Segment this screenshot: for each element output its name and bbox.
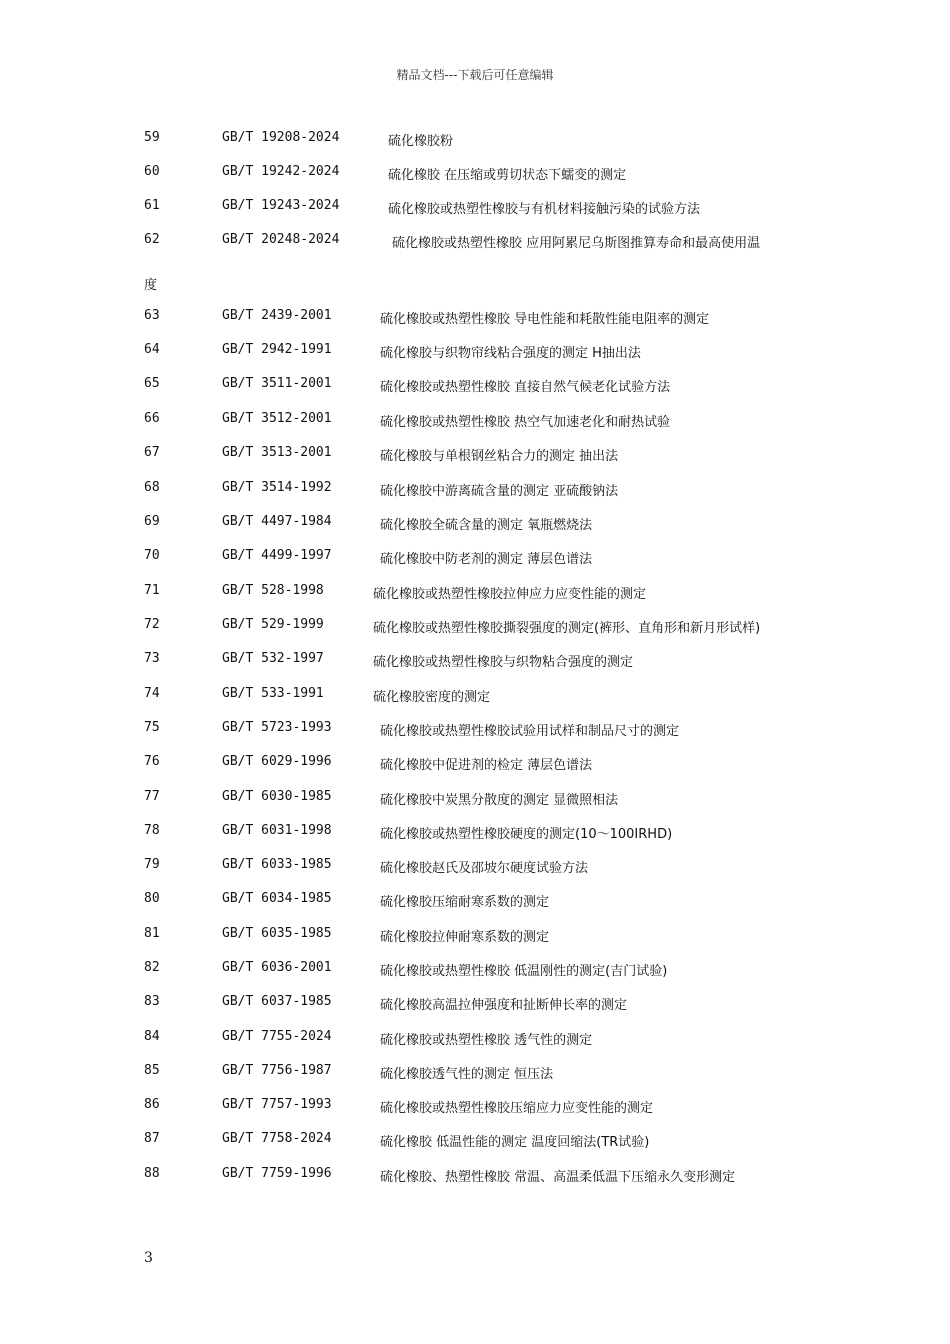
table-row: [0, 130, 950, 150]
standard-code: GB/T 4499-1997: [222, 548, 332, 563]
standard-title: 硫化橡胶或热塑性橡胶 直接自然气候老化试验方法: [380, 380, 671, 395]
table-row: [0, 789, 950, 809]
standard-code: GB/T 6036-2001: [222, 960, 332, 975]
standard-title: 硫化橡胶或热塑性橡胶撕裂强度的测定(裤形、直角形和新月形试样): [373, 621, 761, 636]
standard-title: 硫化橡胶全硫含量的测定 氧瓶燃烧法: [380, 518, 593, 533]
standard-title: 硫化橡胶或热塑性橡胶硬度的测定(10～100IRHD): [380, 827, 673, 842]
table-row: [0, 1097, 950, 1117]
table-row: [0, 445, 950, 465]
standard-code: GB/T 6030-1985: [222, 789, 332, 804]
standard-title: 硫化橡胶高温拉伸强度和扯断伸长率的测定: [380, 998, 628, 1013]
standard-code: GB/T 532-1997: [222, 651, 324, 666]
standard-code: GB/T 7755-2024: [222, 1029, 332, 1044]
standard-code: GB/T 19208-2024: [222, 130, 340, 145]
table-row: [0, 376, 950, 396]
table-row: [0, 583, 950, 603]
row-number: 88: [144, 1166, 160, 1181]
standard-code: GB/T 6033-1985: [222, 857, 332, 872]
standard-title: 硫化橡胶粉: [388, 134, 454, 149]
standard-title: 硫化橡胶中促进剂的检定 薄层色谱法: [380, 758, 593, 773]
standard-title: 硫化橡胶密度的测定: [373, 690, 491, 705]
standard-title: 硫化橡胶中游离硫含量的测定 亚硫酸钠法: [380, 484, 619, 499]
standard-title: 硫化橡胶中防老剂的测定 薄层色谱法: [380, 552, 593, 567]
table-row: [0, 1063, 950, 1083]
table-row: [0, 198, 950, 218]
row-number: 66: [144, 411, 160, 426]
row-number: 77: [144, 789, 160, 804]
row-number: 59: [144, 130, 160, 145]
standard-code: GB/T 6037-1985: [222, 994, 332, 1009]
row-number: 87: [144, 1131, 160, 1146]
standard-code: GB/T 7756-1987: [222, 1063, 332, 1078]
table-row: [0, 1029, 950, 1049]
standard-title: 硫化橡胶赵氏及邵坡尔硬度试验方法: [380, 861, 589, 876]
row-number: 72: [144, 617, 160, 632]
standard-title: 硫化橡胶或热塑性橡胶 透气性的测定: [380, 1033, 593, 1048]
standard-code: GB/T 6035-1985: [222, 926, 332, 941]
standard-code: GB/T 6034-1985: [222, 891, 332, 906]
table-row: [0, 232, 950, 252]
table-row: [0, 926, 950, 946]
table-row: [0, 1166, 950, 1186]
table-row: [0, 480, 950, 500]
standard-title: 硫化橡胶 低温性能的测定 温度回缩法(TR试验): [380, 1135, 650, 1150]
row-number: 86: [144, 1097, 160, 1112]
standard-code: GB/T 529-1999: [222, 617, 324, 632]
standard-code: GB/T 4497-1984: [222, 514, 332, 529]
standard-code: GB/T 528-1998: [222, 583, 324, 598]
standard-title: 硫化橡胶或热塑性橡胶 应用阿累尼乌斯图推算寿命和最高使用温: [392, 236, 761, 251]
row-number: 69: [144, 514, 160, 529]
standard-code: GB/T 20248-2024: [222, 232, 340, 247]
row-number: 68: [144, 480, 160, 495]
standard-title: 硫化橡胶或热塑性橡胶压缩应力应变性能的测定: [380, 1101, 654, 1116]
standard-title: 硫化橡胶或热塑性橡胶与有机材料接触污染的试验方法: [388, 202, 701, 217]
table-row: [0, 342, 950, 362]
row-number: 67: [144, 445, 160, 460]
standard-title: 硫化橡胶拉伸耐寒系数的测定: [380, 930, 550, 945]
standard-code: GB/T 2942-1991: [222, 342, 332, 357]
table-row: [0, 720, 950, 740]
row-number: 80: [144, 891, 160, 906]
standard-title: 硫化橡胶或热塑性橡胶 热空气加速老化和耐热试验: [380, 415, 671, 430]
row-number: 75: [144, 720, 160, 735]
table-row: [0, 651, 950, 671]
standard-code: GB/T 3511-2001: [222, 376, 332, 391]
table-row: [0, 823, 950, 843]
standard-code: GB/T 6031-1998: [222, 823, 332, 838]
row-number: 76: [144, 754, 160, 769]
table-row: [0, 994, 950, 1014]
standard-title: 硫化橡胶与织物帘线粘合强度的测定 H抽出法: [380, 346, 641, 361]
table-row: [0, 411, 950, 431]
row-number: 79: [144, 857, 160, 872]
table-row: [0, 754, 950, 774]
row-number: 61: [144, 198, 160, 213]
standard-title: 硫化橡胶压缩耐寒系数的测定: [380, 895, 550, 910]
table-row: [0, 548, 950, 568]
table-row: [0, 164, 950, 184]
standard-title: 硫化橡胶、热塑性橡胶 常温、高温柔低温下压缩永久变形测定: [380, 1170, 736, 1185]
standard-code: GB/T 7758-2024: [222, 1131, 332, 1146]
standard-code: GB/T 5723-1993: [222, 720, 332, 735]
standard-code: GB/T 19243-2024: [222, 198, 340, 213]
row-number: 63: [144, 308, 160, 323]
row-number: 65: [144, 376, 160, 391]
row-number: 64: [144, 342, 160, 357]
standard-title: 硫化橡胶透气性的测定 恒压法: [380, 1067, 554, 1082]
row-number: 62: [144, 232, 160, 247]
standard-title: 硫化橡胶与单根钢丝粘合力的测定 抽出法: [380, 449, 619, 464]
standard-code: GB/T 19242-2024: [222, 164, 340, 179]
row-number: 70: [144, 548, 160, 563]
standard-title: 硫化橡胶或热塑性橡胶 低温刚性的测定(吉门试验): [380, 964, 668, 979]
row-number: 81: [144, 926, 160, 941]
standard-code: GB/T 2439-2001: [222, 308, 332, 323]
table-row: [0, 308, 950, 328]
standard-title: 硫化橡胶或热塑性橡胶 导电性能和耗散性能电阻率的测定: [380, 312, 710, 327]
row-number: 84: [144, 1029, 160, 1044]
row-number: 85: [144, 1063, 160, 1078]
row-number: 74: [144, 686, 160, 701]
table-row: [0, 960, 950, 980]
wrapped-title-continuation: 度: [144, 278, 158, 293]
standard-title: 硫化橡胶中炭黑分散度的测定 显微照相法: [380, 793, 619, 808]
table-row: [0, 617, 950, 637]
table-row: [0, 891, 950, 911]
table-row: [0, 1131, 950, 1151]
standard-title: 硫化橡胶或热塑性橡胶试验用试样和制品尺寸的测定: [380, 724, 680, 739]
standard-code: GB/T 7757-1993: [222, 1097, 332, 1112]
page-header: 精品文档---下载后可任意编辑: [396, 68, 554, 82]
standard-title: 硫化橡胶 在压缩或剪切状态下蠕变的测定: [388, 168, 627, 183]
row-number: 78: [144, 823, 160, 838]
standard-code: GB/T 3513-2001: [222, 445, 332, 460]
standard-code: GB/T 3512-2001: [222, 411, 332, 426]
standard-title: 硫化橡胶或热塑性橡胶与织物粘合强度的测定: [373, 655, 634, 670]
row-number: 82: [144, 960, 160, 975]
row-number: 83: [144, 994, 160, 1009]
page-number: 3: [144, 1250, 153, 1266]
standard-code: GB/T 7759-1996: [222, 1166, 332, 1181]
table-row: [0, 514, 950, 534]
table-row: [0, 857, 950, 877]
standard-code: GB/T 6029-1996: [222, 754, 332, 769]
standard-code: GB/T 533-1991: [222, 686, 324, 701]
standard-code: GB/T 3514-1992: [222, 480, 332, 495]
table-row: [0, 686, 950, 706]
row-number: 73: [144, 651, 160, 666]
row-number: 60: [144, 164, 160, 179]
row-number: 71: [144, 583, 160, 598]
standard-title: 硫化橡胶或热塑性橡胶拉伸应力应变性能的测定: [373, 587, 647, 602]
